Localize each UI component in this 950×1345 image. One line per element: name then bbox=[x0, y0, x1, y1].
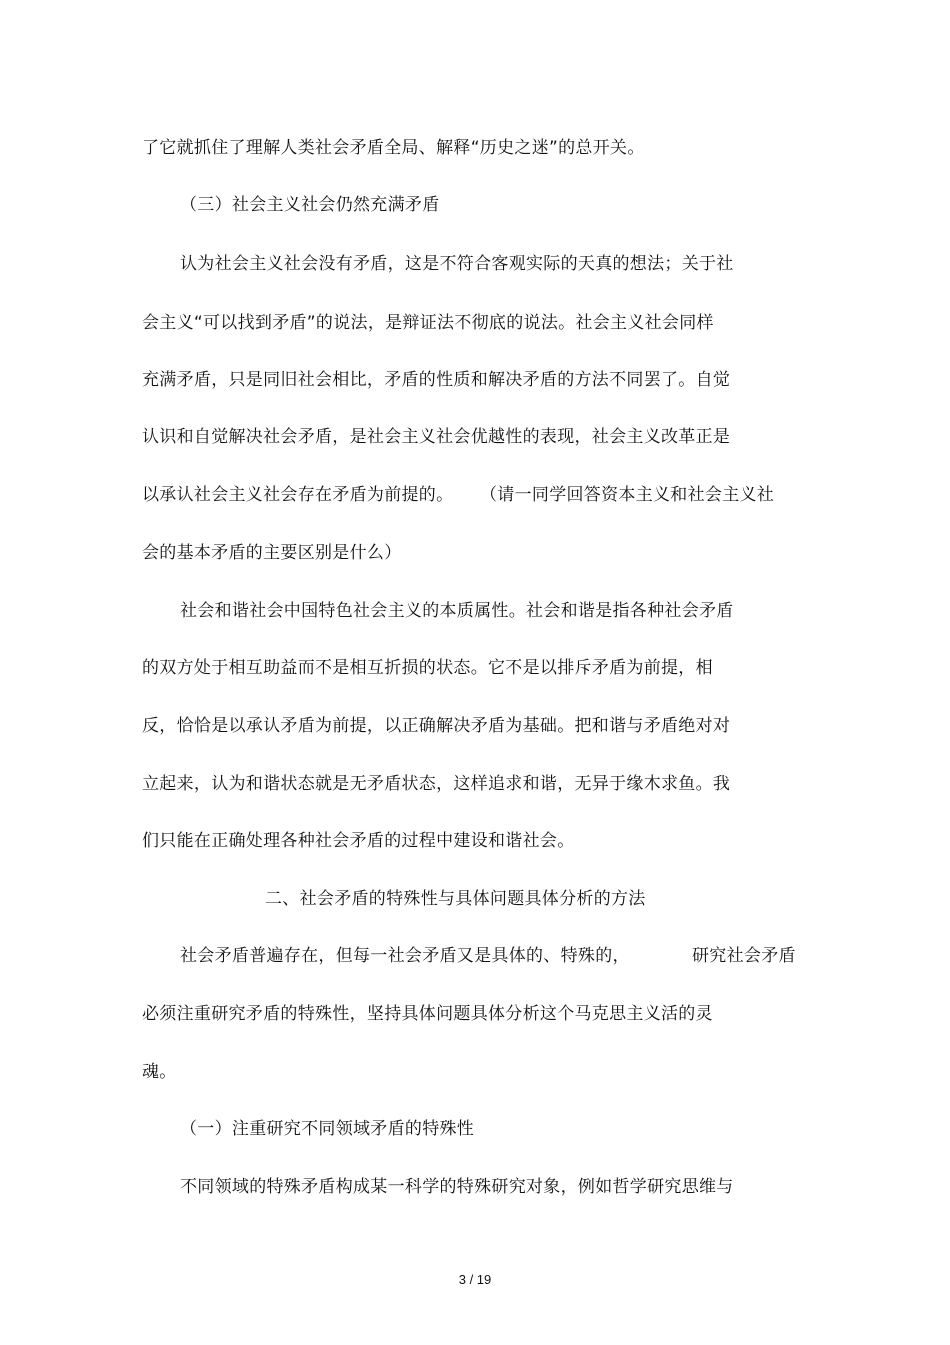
text-line-11: 反，恰恰是以承认矛盾为前提，以正确解决矛盾为基础。把和谐与矛盾绝对对 bbox=[142, 716, 731, 736]
text-line-5: 充满矛盾，只是同旧社会相比，矛盾的性质和解决矛盾的方法不同罢了。自觉 bbox=[142, 370, 731, 390]
text-line-17: 魂。 bbox=[142, 1062, 177, 1082]
text-line-8: 会的基本矛盾的主要区别是什么） bbox=[142, 543, 402, 563]
text-line-10: 的双方处于相互助益而不是相互折损的状态。它不是以排斥矛盾为前提，相 bbox=[142, 658, 713, 678]
text-line-7: 以承认社会主义社会存在矛盾为前提的。 bbox=[142, 485, 454, 505]
text-line-15: 社会矛盾普遍存在，但每一社会矛盾又是具体的、特殊的， bbox=[180, 946, 630, 966]
section-heading-2: 二、社会矛盾的特殊性与具体问题具体分析的方法 bbox=[265, 889, 646, 909]
text-line-4: 会主义“可以找到矛盾”的说法，是辩证法不彻底的说法。社会主义社会同样 bbox=[142, 313, 714, 333]
text-line-13: 们只能在正确处理各种社会矛盾的过程中建设和谐社会。 bbox=[142, 831, 575, 851]
text-line-15b: 研究社会矛盾 bbox=[692, 946, 796, 966]
section-heading-3: （三）社会主义社会仍然充满矛盾 bbox=[180, 195, 440, 215]
text-line-1: 了它就抓住了理解人类社会矛盾全局、解释“历史之迷”的总开关。 bbox=[142, 138, 645, 158]
page-number: 3 / 19 bbox=[458, 1272, 492, 1287]
text-line-7b: （请一同学回答资本主义和社会主义社 bbox=[480, 485, 775, 505]
text-line-19: 不同领域的特殊矛盾构成某一科学的特殊研究对象，例如哲学研究思维与 bbox=[180, 1177, 734, 1197]
text-line-9: 社会和谐社会中国特色社会主义的本质属性。社会和谐是指各种社会矛盾 bbox=[180, 601, 734, 621]
text-line-3: 认为社会主义社会没有矛盾，这是不符合客观实际的天真的想法；关于社 bbox=[180, 254, 734, 274]
section-heading-2-1: （一）注重研究不同领域矛盾的特殊性 bbox=[180, 1119, 475, 1139]
text-line-12: 立起来，认为和谐状态就是无矛盾状态，这样追求和谐，无异于缘木求鱼。我 bbox=[142, 774, 731, 794]
text-line-16: 必须注重研究矛盾的特殊性，坚持具体问题具体分析这个马克思主义活的灵 bbox=[142, 1004, 713, 1024]
text-line-6: 认识和自觉解决社会矛盾，是社会主义社会优越性的表现，社会主义改革正是 bbox=[142, 427, 731, 447]
